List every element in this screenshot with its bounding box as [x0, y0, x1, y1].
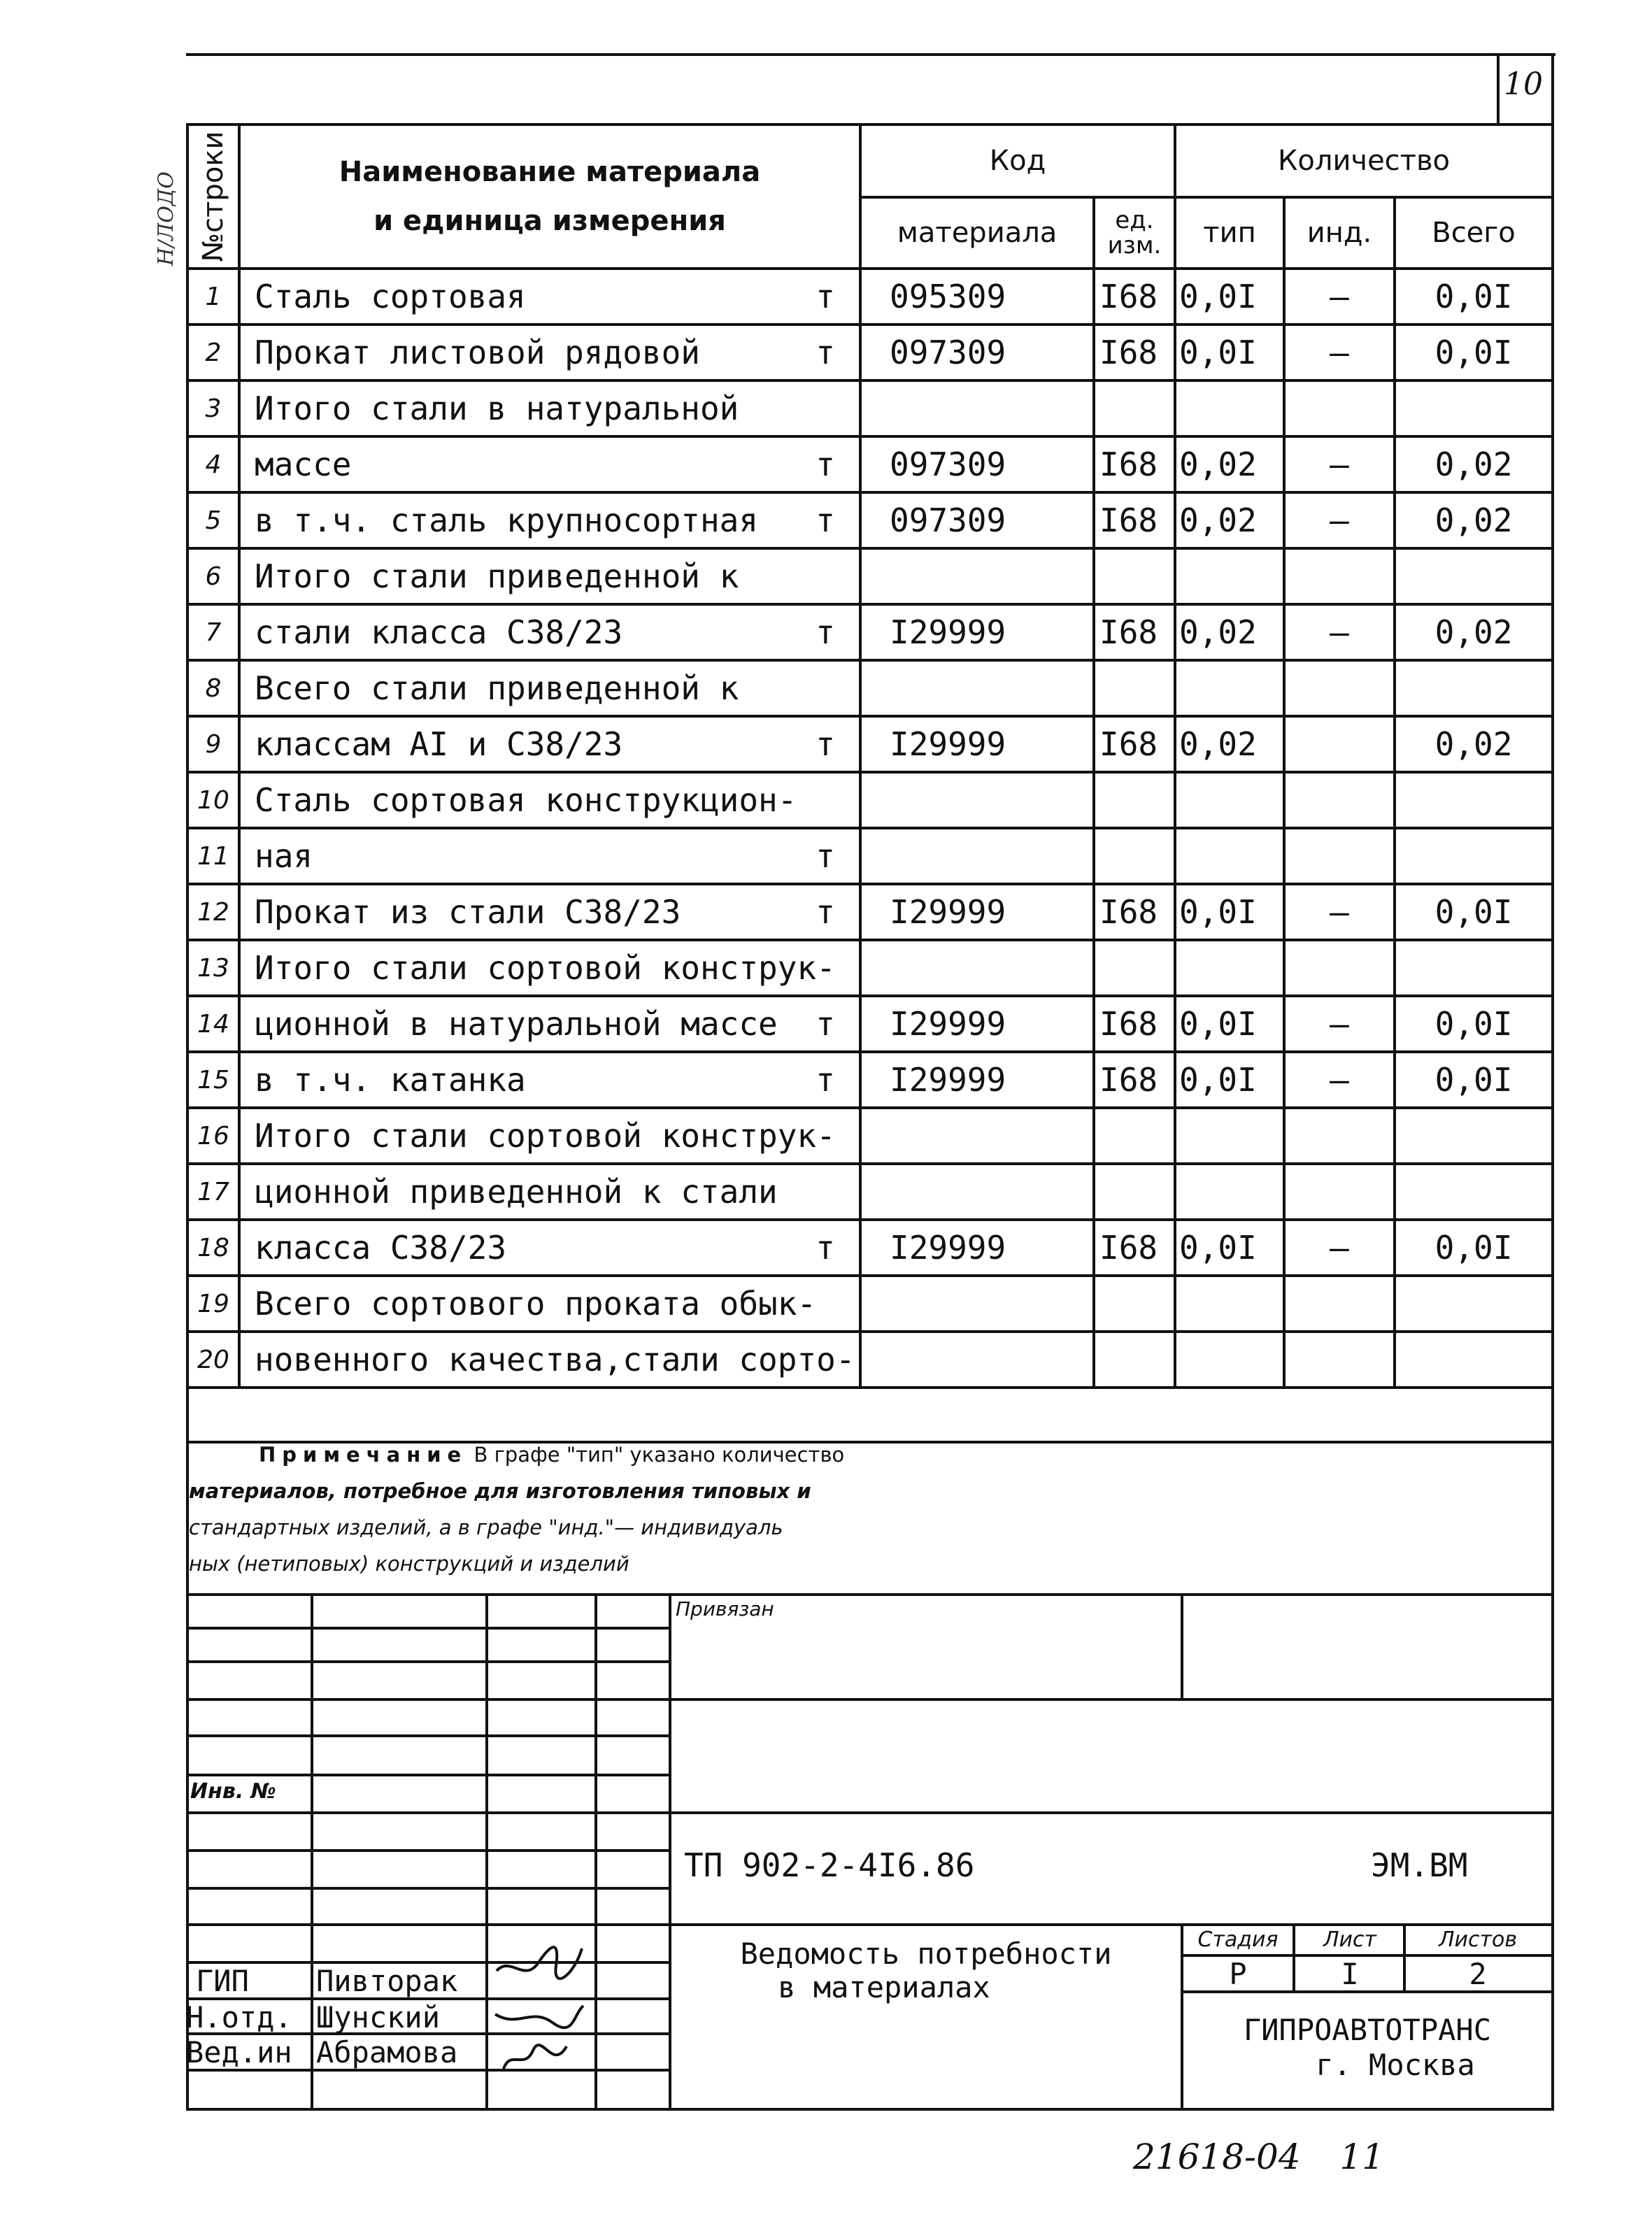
material-unit: т [816, 893, 835, 931]
table-row [187, 940, 1553, 996]
material-name [239, 996, 860, 1052]
material-unit: т [816, 725, 835, 763]
row-number: 6 [187, 548, 239, 604]
material-code [860, 548, 1094, 604]
unit-code: I68 [1094, 269, 1175, 325]
unit-code [1094, 1332, 1175, 1388]
total-qty: 0,0I [1395, 325, 1553, 380]
table-row [187, 996, 1553, 1052]
total-qty [1395, 548, 1553, 604]
header-row-number: №строки [187, 124, 239, 269]
row-number: 16 [187, 1108, 239, 1164]
top-border [186, 53, 1555, 56]
note-heading: Примечание [259, 1443, 468, 1467]
unit-code [1094, 828, 1175, 884]
signer-role-2: Н.отд. [186, 2000, 292, 2034]
table-row [187, 548, 1553, 604]
material-name [239, 325, 860, 380]
signer-name-3: Абрамова [316, 2035, 458, 2069]
total-qty: 0,0I [1395, 269, 1553, 325]
material-name [239, 436, 860, 492]
typical-qty [1175, 1164, 1284, 1220]
individual-qty [1284, 1164, 1395, 1220]
note-line-4: ных (нетиповых) конструкций и изделий [189, 1552, 629, 1576]
document-mark: ЭМ.ВМ [1371, 1846, 1468, 1884]
sheets-value: 2 [1469, 1957, 1487, 1991]
unit-code: I68 [1094, 436, 1175, 492]
note-line-2: материалов, потребное для изготовления типовых и [189, 1479, 811, 1503]
total-qty: 0,0I [1395, 996, 1553, 1052]
material-code [860, 772, 1094, 828]
total-qty [1395, 1108, 1553, 1164]
row-number: 12 [187, 884, 239, 940]
material-name [239, 660, 860, 716]
note-line-1: В графе "тип" указано количество [473, 1443, 845, 1467]
material-unit: т [816, 278, 835, 315]
row-number: 19 [187, 1276, 239, 1332]
total-qty: 0,0I [1395, 1052, 1553, 1108]
material-code [860, 940, 1094, 996]
material-name [239, 1276, 860, 1332]
total-qty: 0,0I [1395, 884, 1553, 940]
material-name-text: в т.ч. сталь крупносортная [255, 501, 759, 539]
total-qty [1395, 828, 1553, 884]
note-line-3: стандартных изделий, а в графе "инд."— индивидуаль [189, 1516, 783, 1539]
material-code: I29999 [860, 884, 1094, 940]
unit-code [1094, 940, 1175, 996]
typical-qty: 0,0I [1175, 1052, 1284, 1108]
material-code: I29999 [860, 604, 1094, 660]
typical-qty: 0,0I [1175, 996, 1284, 1052]
bottom-document-number: 21618-04 11 [1133, 2137, 1385, 2177]
privyazan-label: Привязан [676, 1597, 774, 1620]
material-name-text: ционной приведенной к стали [255, 1173, 778, 1211]
material-code [860, 1332, 1094, 1388]
table-row [187, 380, 1553, 436]
typical-qty: 0,02 [1175, 436, 1284, 492]
row-number: 15 [187, 1052, 239, 1108]
material-unit: т [816, 334, 835, 371]
sheet-number: 10 [1504, 66, 1543, 102]
table-row [187, 604, 1553, 660]
material-code [860, 1164, 1094, 1220]
material-name-text: Итого стали сортовой конструк- [255, 1117, 836, 1155]
unit-code: I68 [1094, 996, 1175, 1052]
row-number: 9 [187, 716, 239, 772]
table-row [187, 492, 1553, 548]
total-qty [1395, 1164, 1553, 1220]
material-name-text: Итого стали в натуральной [255, 390, 739, 427]
material-code [860, 828, 1094, 884]
unit-code [1094, 772, 1175, 828]
sheets-label: Листов [1438, 1927, 1518, 1952]
signer-role-3: Вед.ин [186, 2035, 292, 2069]
row-number: 18 [187, 1220, 239, 1276]
row-number: 3 [187, 380, 239, 436]
individual-qty [1284, 772, 1395, 828]
material-name [239, 1332, 860, 1388]
unit-code [1094, 548, 1175, 604]
table-row [187, 1052, 1553, 1108]
header-material-name: Наименование материала и единица измерения [239, 124, 860, 269]
material-name [239, 940, 860, 996]
sheet-value: I [1341, 1957, 1359, 1991]
sheet-label: Лист [1323, 1927, 1377, 1952]
total-qty: 0,02 [1395, 492, 1553, 548]
material-name-text: ционной в натуральной массе [255, 1005, 778, 1043]
unit-code: I68 [1094, 604, 1175, 660]
material-code: I29999 [860, 1052, 1094, 1108]
material-name-text: ная [255, 837, 313, 875]
material-name-text: новенного качества,стали сорто- [255, 1341, 855, 1378]
material-code [860, 380, 1094, 436]
table-row [187, 884, 1553, 940]
typical-qty: 0,02 [1175, 604, 1284, 660]
material-name-text: Сталь сортовая конструкцион- [255, 781, 797, 819]
row-number: 1 [187, 269, 239, 325]
material-code [860, 660, 1094, 716]
signature-1 [490, 1934, 588, 1983]
material-name [239, 492, 860, 548]
material-name [239, 828, 860, 884]
total-qty: 0,02 [1395, 716, 1553, 772]
material-name-text: стали класса С38/23 [255, 613, 623, 651]
total-qty [1395, 1276, 1553, 1332]
typical-qty [1175, 772, 1284, 828]
material-code: 097309 [860, 436, 1094, 492]
table-row [187, 1276, 1553, 1332]
unit-code: I68 [1094, 492, 1175, 548]
typical-qty: 0,0I [1175, 325, 1284, 380]
table-row [187, 436, 1553, 492]
material-name-text: Итого стали приведенной к [255, 557, 739, 595]
typical-qty [1175, 1276, 1284, 1332]
total-qty [1395, 772, 1553, 828]
typical-qty [1175, 548, 1284, 604]
total-qty [1395, 660, 1553, 716]
row-number: 10 [187, 772, 239, 828]
row-number: 14 [187, 996, 239, 1052]
header-total: Всего [1395, 197, 1553, 269]
unit-code [1094, 660, 1175, 716]
typical-qty: 0,0I [1175, 884, 1284, 940]
side-handwritten-note: Н/ЛОДО [154, 171, 178, 266]
organization: ГИПРОАВТОТРАНС г. Москва [1243, 2013, 1491, 2082]
table-row [187, 772, 1553, 828]
material-name-text: массе [255, 446, 352, 483]
typical-qty: 0,0I [1175, 1220, 1284, 1276]
material-unit: т [816, 613, 835, 651]
table-row [187, 1108, 1553, 1164]
material-name-text: классам АI и С38/23 [255, 725, 623, 763]
unit-code [1094, 1276, 1175, 1332]
individual-qty [1284, 1108, 1395, 1164]
individual-qty: – [1284, 269, 1395, 325]
typical-qty: 0,02 [1175, 716, 1284, 772]
document-title: Ведомость потребности в материалах [740, 1937, 1112, 2004]
material-name [239, 1220, 860, 1276]
unit-code: I68 [1094, 1220, 1175, 1276]
individual-qty [1284, 1276, 1395, 1332]
row-number: 4 [187, 436, 239, 492]
table-row [187, 828, 1553, 884]
typical-qty [1175, 1332, 1284, 1388]
typical-qty [1175, 380, 1284, 436]
unit-code [1094, 1108, 1175, 1164]
material-unit: т [816, 837, 835, 875]
material-code: 095309 [860, 269, 1094, 325]
stage-label: Стадия [1197, 1927, 1279, 1952]
individual-qty [1284, 660, 1395, 716]
header-quantity: Количество [1175, 124, 1553, 197]
note-block [189, 1437, 1548, 1590]
table-row [187, 716, 1553, 772]
individual-qty [1284, 548, 1395, 604]
material-code: 097309 [860, 325, 1094, 380]
material-code: 097309 [860, 492, 1094, 548]
typical-qty [1175, 1108, 1284, 1164]
unit-code: I68 [1094, 884, 1175, 940]
header-individual: инд. [1284, 197, 1395, 269]
material-name [239, 1108, 860, 1164]
header-material-code: материала [860, 197, 1094, 269]
unit-code [1094, 1164, 1175, 1220]
material-name [239, 604, 860, 660]
individual-qty: – [1284, 604, 1395, 660]
unit-code: I68 [1094, 716, 1175, 772]
material-unit: т [816, 1005, 835, 1043]
material-name [239, 380, 860, 436]
material-name [239, 269, 860, 325]
signature-3 [490, 2035, 588, 2077]
individual-qty [1284, 828, 1395, 884]
material-name [239, 772, 860, 828]
unit-code [1094, 380, 1175, 436]
total-qty [1395, 1332, 1553, 1388]
material-unit: т [816, 1229, 835, 1267]
individual-qty [1284, 380, 1395, 436]
typical-qty [1175, 828, 1284, 884]
unit-code: I68 [1094, 1052, 1175, 1108]
material-unit: т [816, 1061, 835, 1099]
material-name [239, 548, 860, 604]
total-qty: 0,02 [1395, 604, 1553, 660]
signer-role-1: ГИП [196, 1964, 249, 1998]
material-name-text: Прокат листовой рядовой [255, 334, 700, 371]
signer-name-1: Пивторак [316, 1964, 458, 1998]
total-qty: 0,0I [1395, 1220, 1553, 1276]
material-code: I29999 [860, 996, 1094, 1052]
individual-qty: – [1284, 436, 1395, 492]
table-row [187, 660, 1553, 716]
individual-qty: – [1284, 492, 1395, 548]
individual-qty: – [1284, 996, 1395, 1052]
material-unit: т [816, 446, 835, 483]
individual-qty [1284, 940, 1395, 996]
individual-qty: – [1284, 1052, 1395, 1108]
typical-qty: 0,0I [1175, 269, 1284, 325]
individual-qty: – [1284, 884, 1395, 940]
table-row [187, 1332, 1553, 1388]
materials-table [186, 123, 1554, 1389]
material-name-text: Всего сортового проката обык- [255, 1285, 817, 1323]
header-typical: тип [1175, 197, 1284, 269]
row-number: 20 [187, 1332, 239, 1388]
table-row [187, 325, 1553, 380]
material-name-text: класса С38/23 [255, 1229, 507, 1267]
individual-qty: – [1284, 1220, 1395, 1276]
typical-qty: 0,02 [1175, 492, 1284, 548]
material-name-text: Сталь сортовая [255, 278, 526, 315]
table-row [187, 1164, 1553, 1220]
row-number: 8 [187, 660, 239, 716]
total-qty: 0,02 [1395, 436, 1553, 492]
material-unit: т [816, 501, 835, 539]
row-number: 5 [187, 492, 239, 548]
material-name-text: Всего стали приведенной к [255, 669, 739, 707]
header-unit: ед. изм. [1094, 197, 1175, 269]
total-qty [1395, 380, 1553, 436]
stage-value: Р [1229, 1957, 1247, 1991]
table-row [187, 1220, 1553, 1276]
material-name [239, 1052, 860, 1108]
materials-table-body [187, 269, 1553, 1388]
material-name-text: Итого стали сортовой конструк- [255, 949, 836, 987]
unit-code: I68 [1094, 325, 1175, 380]
header-code: Код [860, 124, 1175, 197]
material-name [239, 716, 860, 772]
table-row [187, 269, 1553, 325]
document-code: ТП 902-2-4I6.86 [684, 1846, 975, 1884]
row-number: 7 [187, 604, 239, 660]
material-name-text: в т.ч. катанка [255, 1061, 526, 1099]
material-name-text: Прокат из стали С38/23 [255, 893, 681, 931]
material-code: I29999 [860, 1220, 1094, 1276]
typical-qty [1175, 940, 1284, 996]
row-number: 13 [187, 940, 239, 996]
individual-qty [1284, 716, 1395, 772]
typical-qty [1175, 660, 1284, 716]
row-number: 2 [187, 325, 239, 380]
inventory-number-label: Инв. № [190, 1779, 276, 1804]
row-number: 17 [187, 1164, 239, 1220]
material-code: I29999 [860, 716, 1094, 772]
material-code [860, 1276, 1094, 1332]
total-qty [1395, 940, 1553, 996]
material-code [860, 1108, 1094, 1164]
row-number: 11 [187, 828, 239, 884]
individual-qty [1284, 1332, 1395, 1388]
individual-qty: – [1284, 325, 1395, 380]
material-name [239, 1164, 860, 1220]
material-name [239, 884, 860, 940]
signer-name-2: Шунский [316, 2000, 441, 2034]
